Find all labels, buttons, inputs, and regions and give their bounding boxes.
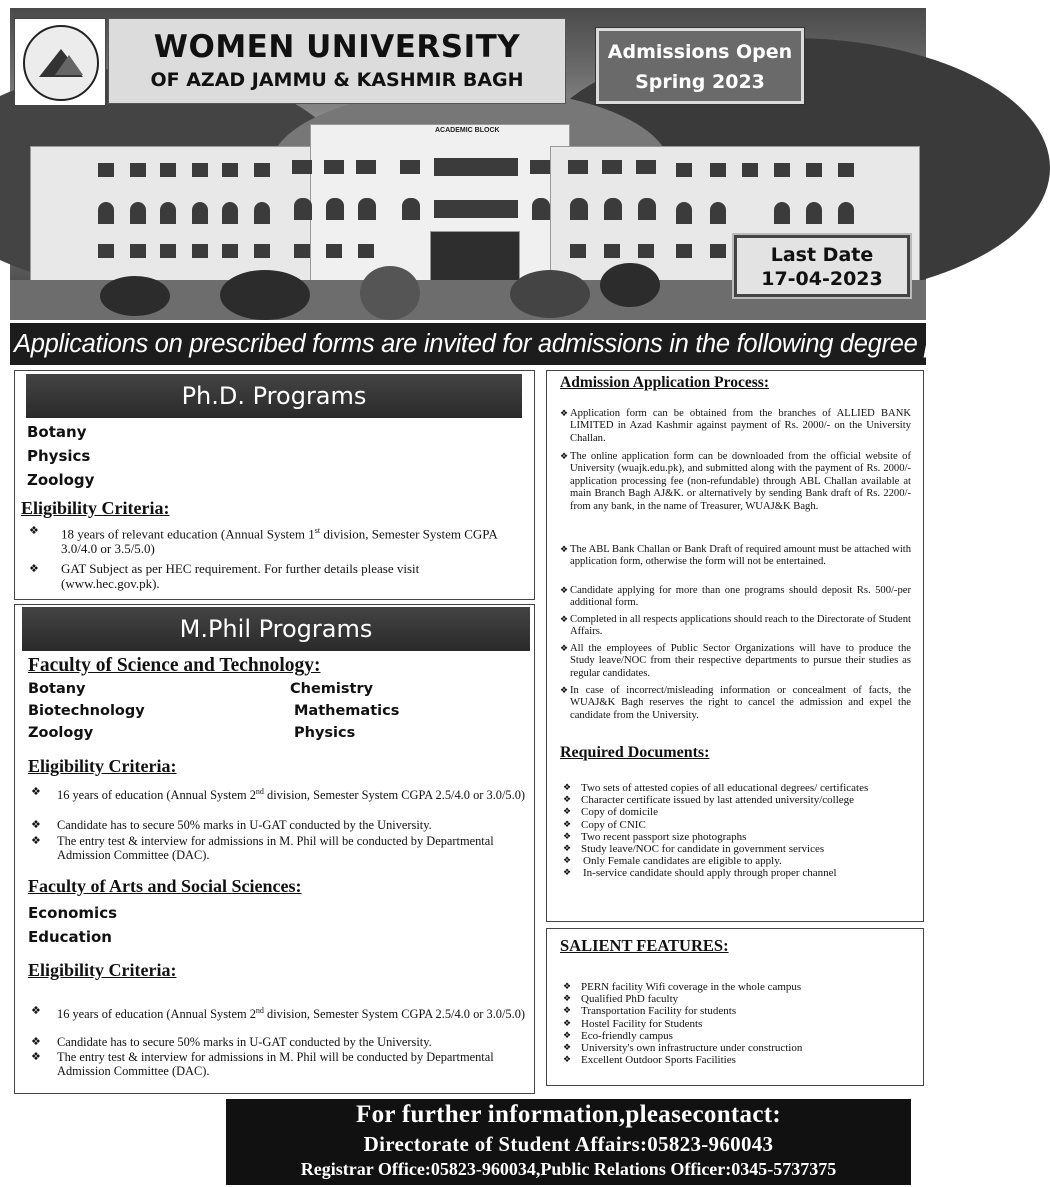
title-sub: OF AZAD JAMMU & KASHMIR BAGH	[150, 69, 524, 91]
science-program-list-left	[28, 678, 145, 744]
phd-criteria-item: ❖ 18 years of relevant education (Annual System 1st division, Semester System CGPA 3.0/4.0 or 3.5/5.0)	[29, 524, 497, 557]
bullet-icon: ❖	[563, 1043, 572, 1054]
process-item: ❖ The online application form can be downloaded from the official website of University (wuajk.edu.pk), and submitted along with the payment of Rs. 2000/- application processing fee (non-refundable) through ABL Challan available at main Branch Bagh AJ&K. or alternatively by sending Bank draft of Rs. 2200/- from any bank, in the name of Treasurer, WUAJ&K Bagh.	[560, 451, 911, 512]
faculty-arts-heading: Faculty of Arts and Social Sciences:	[28, 876, 302, 896]
list-item: Economics	[28, 904, 118, 922]
mphil-criteria-item: ❖ 16 years of education (Annual System 2nd division, Semester System CGPA 2.5/4.0 or 3.0/5.0)	[31, 1004, 526, 1022]
last-date-badge	[734, 235, 910, 297]
bullet-icon: ❖	[31, 834, 41, 847]
bullet-icon: ❖	[31, 1035, 41, 1048]
process-item: ❖ Candidate applying for more than one programs should deposit Rs. 500/-per additional form.	[560, 585, 911, 609]
bullet-icon: ❖	[29, 562, 39, 575]
list-item: Botany	[27, 423, 87, 441]
bullet-icon: ❖	[31, 818, 41, 831]
mphil-criteria-item: ❖ Candidate has to secure 50% marks in U-GAT conducted by the University.	[31, 818, 432, 832]
list-item: ❖ Character certificate issued by last attended university/college	[563, 794, 855, 807]
admissions-line-1: Admissions Open	[607, 41, 793, 63]
arts-program-list	[28, 901, 117, 949]
list-item: Botany	[28, 681, 86, 697]
bullet-icon: ❖	[563, 982, 572, 992]
list-item: ❖ Qualified PhD faculty	[563, 993, 679, 1006]
list-item: ❖ Study leave/NOC for candidate in government services	[563, 843, 825, 856]
list-item: Zoology	[27, 471, 95, 489]
list-item: Chemistry	[290, 681, 374, 697]
title-main: WOMEN UNIVERSITY	[153, 29, 521, 65]
building-sign: ACADEMIC BLOCK	[435, 127, 500, 134]
last-date-value: 17-04-2023	[761, 268, 883, 290]
list-item: Education	[28, 928, 112, 946]
list-item: ❖ Two sets of attested copies of all educational degrees/ certificates	[563, 782, 869, 794]
bullet-icon: ❖	[563, 1055, 572, 1066]
list-item: ❖ Two recent passport size photographs	[563, 830, 747, 843]
bullet-icon: ❖	[563, 844, 572, 855]
science-program-list-right	[290, 678, 399, 744]
phd-heading: Ph.D. Programs	[26, 374, 522, 418]
university-title	[108, 18, 566, 104]
mphil-criteria-item: ❖ The entry test & interview for admissions in M. Phil will be conducted by Departmental Admission Committee (DAC).	[31, 834, 494, 862]
list-item: Mathematics	[294, 703, 400, 719]
mphil-heading: M.Phil Programs	[22, 607, 530, 651]
bullet-icon: ❖	[563, 819, 572, 830]
contact-heading: For further information,pleasecontact:	[356, 1101, 781, 1128]
process-heading: Admission Application Process:	[560, 374, 769, 391]
bullet-icon: ❖	[563, 994, 572, 1005]
bullet-icon: ❖	[31, 1050, 41, 1063]
bullet-icon: ❖	[563, 856, 572, 867]
documents-heading: Required Documents:	[560, 744, 710, 761]
faculty-science-heading: Faculty of Science and Technology:	[28, 655, 321, 676]
mphil-eligibility-heading-1: Eligibility Criteria:	[28, 756, 177, 776]
admissions-open-badge	[596, 28, 804, 104]
phd-program-list	[27, 420, 94, 492]
bullet-icon: ❖	[563, 1030, 572, 1041]
features-heading: SALIENT FEATURES:	[560, 936, 729, 955]
contact-directorate: Directorate of Student Affairs:05823-960043	[363, 1132, 774, 1156]
list-item: ❖ Only Female candidates are eligible to apply.	[563, 855, 782, 868]
bullet-icon: ❖	[563, 795, 572, 806]
bullet-icon: ❖	[560, 644, 569, 654]
features-list	[563, 981, 915, 1066]
bullet-icon: ❖	[29, 524, 39, 537]
bullet-icon: ❖	[560, 545, 569, 555]
bullet-icon: ❖	[563, 868, 572, 879]
bullet-icon: ❖	[31, 785, 41, 798]
last-date-label: Last Date	[770, 244, 874, 266]
list-item: Biotechnology	[28, 703, 145, 719]
mphil-criteria-item: ❖ The entry test & interview for admissions in M. Phil will be conducted by Departmental Admission Committee (DAC).	[31, 1050, 494, 1078]
mphil-criteria-item: ❖ 16 years of education (Annual System 2nd division, Semester System CGPA 2.5/4.0 or 3.0/5.0)	[31, 785, 526, 803]
university-seal-logo	[14, 18, 106, 106]
list-item: ❖ Eco-friendly campus	[563, 1029, 673, 1042]
bullet-icon: ❖	[563, 1006, 572, 1017]
bullet-icon: ❖	[560, 686, 569, 696]
list-item: ❖ PERN facility Wifi coverage in the whole campus	[563, 981, 802, 993]
phd-criteria-item: ❖ GAT Subject as per HEC requirement. For further details please visit (www.hec.gov.pk).	[29, 561, 420, 591]
bullet-icon: ❖	[31, 1004, 41, 1017]
bullet-icon: ❖	[560, 409, 569, 419]
list-item: Physics	[294, 725, 356, 741]
bullet-icon: ❖	[560, 452, 569, 462]
admissions-line-2: Spring 2023	[635, 71, 765, 93]
list-item: ❖ University's own infrastructure under construction	[563, 1042, 803, 1055]
process-item: ❖ Application form can be obtained from the branches of ALLIED BANK LIMITED in Azad Kashmir against payment of Rs. 2000/- on the University Challan.	[560, 408, 911, 444]
phd-eligibility-heading: Eligibility Criteria:	[21, 498, 170, 518]
mphil-eligibility-heading-2: Eligibility Criteria:	[28, 960, 177, 980]
process-item: ❖ In case of incorrect/misleading information or concealment of facts, the WUAJ&K Bagh reserves the right to cancel the admission and expel the candidate from the University.	[560, 685, 911, 721]
list-item: ❖ In-service candidate should apply through proper channel	[563, 867, 837, 880]
contact-registrar: Registrar Office:05823-960034,Public Relations Officer:0345-5737375	[300, 1159, 837, 1179]
contact-footer	[226, 1099, 911, 1185]
list-item: ❖ Transportation Facility for students	[563, 1005, 737, 1018]
list-item: ❖ Excellent Outdoor Sports Facilities	[563, 1054, 736, 1067]
process-item: ❖ All the employees of Public Sector Organizations will have to produce the Study leave/NOC from their respective departments to pursue their studies as regular candidates.	[560, 643, 911, 679]
headline-bar: Applications on prescribed forms are invited for admissions in the following degree programs:	[10, 323, 926, 365]
list-item: Zoology	[28, 725, 94, 741]
bullet-icon: ❖	[560, 586, 569, 596]
list-item: Physics	[27, 447, 91, 465]
mphil-criteria-item: ❖ Candidate has to secure 50% marks in U-GAT conducted by the University.	[31, 1035, 432, 1049]
process-item: ❖ The ABL Bank Challan or Bank Draft of required amount must be attached with application form, otherwise the form will not be entertained.	[560, 544, 911, 568]
list-item: ❖ Hostel Facility for Students	[563, 1017, 703, 1030]
bullet-icon: ❖	[560, 615, 569, 625]
list-item: ❖ Copy of CNIC	[563, 818, 646, 831]
documents-list	[563, 782, 915, 880]
list-item: ❖ Copy of domicile	[563, 806, 658, 819]
bullet-icon: ❖	[563, 831, 572, 842]
process-item: ❖ Completed in all respects applications should reach to the Directorate of Student Affairs.	[560, 614, 911, 638]
bullet-icon: ❖	[563, 1018, 572, 1029]
bullet-icon: ❖	[563, 783, 572, 793]
bullet-icon: ❖	[563, 807, 572, 818]
